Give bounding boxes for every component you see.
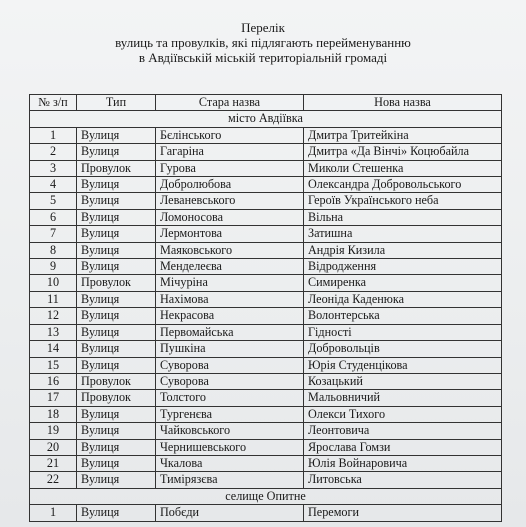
- cell-type: Вулиця: [77, 209, 156, 225]
- cell-old-name: Чайковського: [156, 423, 304, 439]
- cell-number: 5: [30, 193, 77, 209]
- table-row: [30, 390, 502, 406]
- cell-type: Вулиця: [77, 423, 156, 439]
- cell-old-name: Леваневського: [156, 193, 304, 209]
- cell-number: 20: [30, 439, 77, 455]
- table-row: [30, 373, 502, 389]
- table-row: [30, 341, 502, 357]
- cell-type: Провулок: [77, 160, 156, 176]
- cell-type: Вулиця: [77, 242, 156, 258]
- document-subtitle-line-1: вулиць та провулків, які підлягають перейменуванню: [115, 35, 411, 50]
- cell-new-name: Миколи Стешенка: [304, 160, 502, 176]
- table-row: [30, 505, 502, 521]
- cell-number: 2: [30, 144, 77, 160]
- cell-old-name: Менделеєва: [156, 259, 304, 275]
- cell-type: Вулиця: [77, 439, 156, 455]
- cell-type: Вулиця: [77, 472, 156, 488]
- cell-number: 10: [30, 275, 77, 291]
- cell-old-name: Лермонтова: [156, 226, 304, 242]
- cell-new-name: Затишна: [304, 226, 502, 242]
- cell-new-name: Козацький: [304, 373, 502, 389]
- table-row: [30, 226, 502, 242]
- cell-old-name: Суворова: [156, 373, 304, 389]
- cell-number: 13: [30, 324, 77, 340]
- cell-type: Вулиця: [77, 144, 156, 160]
- table-row: [30, 455, 502, 471]
- section-row: [30, 111, 502, 127]
- cell-number: 9: [30, 259, 77, 275]
- cell-new-name: Олекси Тихого: [304, 406, 502, 422]
- streets-renaming-table: [29, 94, 502, 522]
- table-row: [30, 472, 502, 488]
- cell-new-name: Дмитра Тритейкіна: [304, 127, 502, 143]
- cell-old-name: Некрасова: [156, 308, 304, 324]
- table-row: [30, 357, 502, 373]
- cell-type: Вулиця: [77, 226, 156, 242]
- table-row: [30, 275, 502, 291]
- cell-type: Вулиця: [77, 259, 156, 275]
- cell-old-name: Чернишевського: [156, 439, 304, 455]
- table-row: [30, 291, 502, 307]
- cell-number: 11: [30, 291, 77, 307]
- cell-number: 4: [30, 177, 77, 193]
- cell-old-name: Маяковського: [156, 242, 304, 258]
- cell-new-name: Перемоги: [304, 505, 502, 521]
- cell-old-name: Гурова: [156, 160, 304, 176]
- cell-old-name: Пушкіна: [156, 341, 304, 357]
- section-title: селище Опитне: [30, 488, 502, 504]
- cell-new-name: Юрія Студенцікова: [304, 357, 502, 373]
- cell-new-name: Волонтерська: [304, 308, 502, 324]
- cell-type: Вулиця: [77, 357, 156, 373]
- cell-number: 18: [30, 406, 77, 422]
- cell-old-name: Добролюбова: [156, 177, 304, 193]
- table-header-row: [30, 95, 502, 111]
- cell-type: Провулок: [77, 275, 156, 291]
- document-title: Перелік: [241, 20, 285, 35]
- cell-old-name: Тургенєва: [156, 406, 304, 422]
- cell-type: Вулиця: [77, 324, 156, 340]
- cell-new-name: Гідності: [304, 324, 502, 340]
- cell-new-name: Героїв Українського неба: [304, 193, 502, 209]
- cell-old-name: Гагаріна: [156, 144, 304, 160]
- column-header-old-name: Стара назва: [156, 95, 304, 111]
- column-header-new-name: Нова назва: [304, 95, 502, 111]
- cell-old-name: Толстого: [156, 390, 304, 406]
- cell-number: 6: [30, 209, 77, 225]
- table-row: [30, 160, 502, 176]
- cell-number: 19: [30, 423, 77, 439]
- cell-old-name: Мічуріна: [156, 275, 304, 291]
- cell-number: 17: [30, 390, 77, 406]
- cell-type: Вулиця: [77, 341, 156, 357]
- cell-number: 22: [30, 472, 77, 488]
- section-title: місто Авдіївка: [30, 111, 502, 127]
- table-row: [30, 406, 502, 422]
- document-header: [0, 20, 526, 65]
- cell-old-name: Суворова: [156, 357, 304, 373]
- cell-type: Вулиця: [77, 193, 156, 209]
- cell-type: Провулок: [77, 390, 156, 406]
- column-header-type: Тип: [77, 95, 156, 111]
- cell-type: Вулиця: [77, 455, 156, 471]
- table-row: [30, 308, 502, 324]
- cell-old-name: Нахімова: [156, 291, 304, 307]
- table-row: [30, 127, 502, 143]
- cell-old-name: Тимірязєва: [156, 472, 304, 488]
- cell-new-name: Юлія Войнаровича: [304, 455, 502, 471]
- cell-number: 1: [30, 127, 77, 143]
- column-header-number: № з/п: [30, 95, 77, 111]
- cell-number: 16: [30, 373, 77, 389]
- cell-new-name: Мальовничий: [304, 390, 502, 406]
- table-row: [30, 423, 502, 439]
- table-row: [30, 193, 502, 209]
- cell-new-name: Леоніда Каденюка: [304, 291, 502, 307]
- cell-new-name: Литовська: [304, 472, 502, 488]
- cell-new-name: Леонтовича: [304, 423, 502, 439]
- table-row: [30, 144, 502, 160]
- cell-number: 15: [30, 357, 77, 373]
- cell-old-name: Ломоносова: [156, 209, 304, 225]
- table-row: [30, 177, 502, 193]
- cell-number: 21: [30, 455, 77, 471]
- cell-type: Провулок: [77, 373, 156, 389]
- document-subtitle-line-2: в Авдіївській міській територіальній громаді: [138, 50, 388, 65]
- cell-old-name: Бєлінського: [156, 127, 304, 143]
- cell-type: Вулиця: [77, 308, 156, 324]
- section-row: [30, 488, 502, 504]
- cell-new-name: Симиренка: [304, 275, 502, 291]
- cell-number: 1: [30, 505, 77, 521]
- cell-number: 12: [30, 308, 77, 324]
- cell-old-name: Побєди: [156, 505, 304, 521]
- table-row: [30, 242, 502, 258]
- cell-new-name: Дмитра «Да Вінчі» Коцюбайла: [304, 144, 502, 160]
- cell-new-name: Добровольців: [304, 341, 502, 357]
- table-row: [30, 209, 502, 225]
- cell-number: 14: [30, 341, 77, 357]
- cell-old-name: Первомайська: [156, 324, 304, 340]
- cell-new-name: Ярослава Гомзи: [304, 439, 502, 455]
- cell-number: 3: [30, 160, 77, 176]
- cell-new-name: Олександра Добровольського: [304, 177, 502, 193]
- cell-new-name: Відродження: [304, 259, 502, 275]
- cell-type: Вулиця: [77, 291, 156, 307]
- cell-number: 8: [30, 242, 77, 258]
- cell-new-name: Вільна: [304, 209, 502, 225]
- cell-type: Вулиця: [77, 177, 156, 193]
- cell-old-name: Чкалова: [156, 455, 304, 471]
- cell-type: Вулиця: [77, 127, 156, 143]
- cell-type: Вулиця: [77, 505, 156, 521]
- cell-type: Вулиця: [77, 406, 156, 422]
- table-row: [30, 324, 502, 340]
- cell-number: 7: [30, 226, 77, 242]
- cell-new-name: Андрія Кизила: [304, 242, 502, 258]
- table-row: [30, 439, 502, 455]
- table-row: [30, 259, 502, 275]
